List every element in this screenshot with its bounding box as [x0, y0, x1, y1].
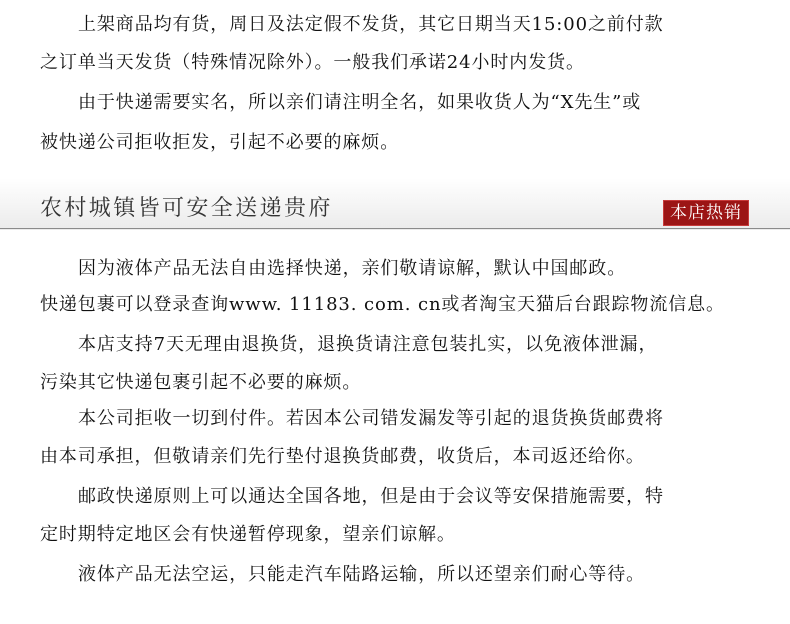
divider-rule — [0, 228, 790, 229]
notes-line: 本店支持7天无理由退换货，退换货请注意包装扎实，以免液体泄漏， — [78, 334, 658, 355]
notes-line: 邮政快递原则上可以通达全国各地，但是由于会议等安保措施需要，特 — [78, 486, 664, 507]
hot-sale-badge[interactable]: 本店热销 — [663, 200, 749, 226]
notes-line: 污染其它快递包裹引起不必要的麻烦。 — [40, 372, 362, 393]
shipping-policy-section — [0, 0, 790, 178]
policy-line: 之订单当天发货（特殊情况除外）。一般我们承诺24小时内发货。 — [40, 52, 585, 73]
notes-line: 因为液体产品无法自由选择快递，亲们敬请谅解，默认中国邮政。 — [78, 258, 627, 279]
notes-line: 快递包裹可以登录查询www. 11183. com. cn或者淘宝天猫后台跟踪物流信息。 — [40, 294, 725, 315]
notes-line: 由本司承担，但敬请亲们先行垫付退换货邮费，收货后，本司返还给你。 — [40, 446, 645, 467]
policy-line: 被快递公司拒收拒发，引起不必要的麻烦。 — [40, 132, 400, 153]
policy-line: 由于快递需要实名，所以亲们请注明全名，如果收货人为“X先生”或 — [78, 92, 642, 113]
policy-line: 上架商品均有货，周日及法定假不发货，其它日期当天15:00之前付款 — [78, 14, 664, 35]
notes-line: 液体产品无法空运，只能走汽车陆路运输，所以还望亲们耐心等待。 — [78, 564, 645, 585]
notes-line: 本公司拒收一切到付件。若因本公司错发漏发等引起的退货换货邮费将 — [78, 408, 664, 429]
notes-line: 定时期特定地区会有快递暂停现象，望亲们谅解。 — [40, 524, 456, 545]
section-title: 农村城镇皆可安全送递贵府 — [40, 196, 333, 221]
